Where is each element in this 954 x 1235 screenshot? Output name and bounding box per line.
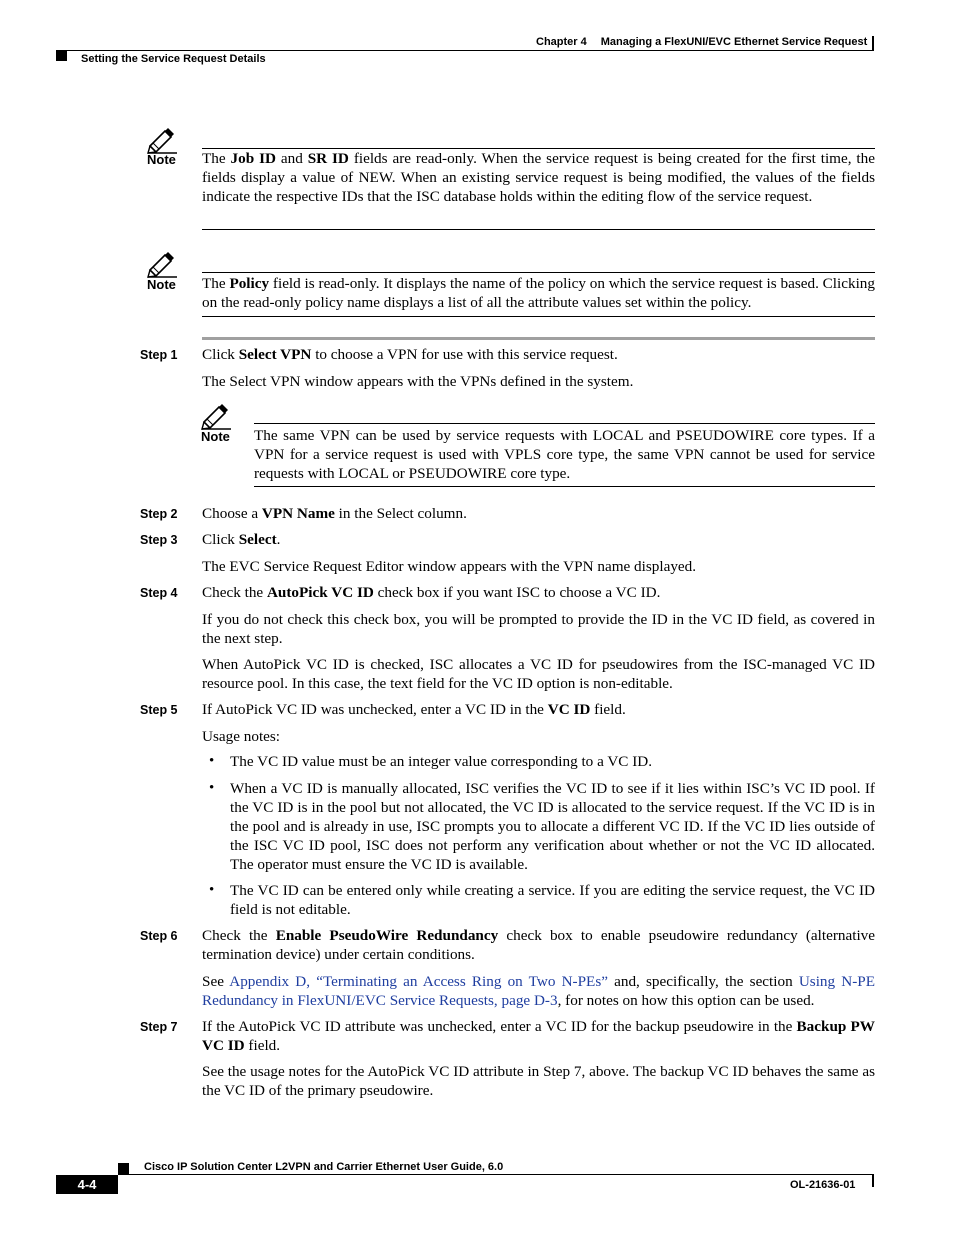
step-text: If AutoPick VC ID was unchecked, enter a VC ID in the VC ID field. — [202, 701, 626, 718]
note-text: The Job ID and SR ID fields are read-only. When the service request is being created for the first time, the fields display a value of NEW. When an existing service request is being modified, the values of the fields indicate the respective IDs that the ISC database holds within the editing flow of the service request. — [202, 150, 875, 205]
step-paragraph: The Select VPN window appears with the VPNs defined in the system. — [202, 373, 634, 390]
step-paragraph: Usage notes: — [202, 728, 281, 745]
footer-rule — [118, 1174, 874, 1175]
step-text: Click Select VPN to choose a VPN for use with this service request. — [202, 346, 618, 363]
procedure-top-rule — [202, 337, 875, 340]
bullet-item: The VC ID value must be an integer value corresponding to a VC ID. — [230, 753, 653, 770]
step-label: Step 7 — [140, 1020, 178, 1034]
bullet-item: When a VC ID is manually allocated, ISC verifies the VC ID to see if it lies within ISC’s VC ID pool. If the VC ID is in the pool but not allocated, the VC ID is allocated to the service request. If the VC ID is in the pool and is already in use, ISC prompts you to allocate a different VC ID. If the VC ID lies outside of the ISC VC ID pool, ISC does not perform any verification about whether or not the VC ID allocated. The operator must ensure the VC ID is available. — [230, 780, 875, 873]
step-text: Check the AutoPick VC ID check box if you want ISC to choose a VC ID. — [202, 584, 661, 601]
note-bottom-rule — [202, 229, 875, 230]
header-bar — [872, 36, 874, 50]
step-label: Step 4 — [140, 586, 178, 600]
step-paragraph: See the usage notes for the AutoPick VC ID attribute in Step 7, above. The backup VC ID behaves the same as the VC ID of the primary pseudowire. — [202, 1063, 875, 1099]
step-label: Step 5 — [140, 703, 178, 717]
step-text: Check the Enable PseudoWire Redundancy check box to enable pseudowire redundancy (alternative termination device) under certain conditions. — [202, 927, 875, 963]
note-text: The same VPN can be used by service requests with LOCAL and PSEUDOWIRE core types. If a VPN for a service request is used with VPLS core type, the same VPN cannot be used for service requests with LOCAL or PSEUDOWIRE core type. — [254, 427, 875, 482]
step-label: Step 1 — [140, 348, 178, 362]
doc-number: OL-21636-01 — [790, 1179, 856, 1191]
header-marker — [56, 50, 67, 61]
note-text: The Policy field is read-only. It displays the name of the policy on which the service request is based. Clicking on the read-only policy name displays a list of all the attribute values set within the policy. — [202, 275, 875, 311]
bullet-item: The VC ID can be entered only while creating a service. If you are editing the service request, the VC ID field is not editable. — [230, 882, 875, 918]
step-paragraph: The EVC Service Request Editor window appears with the VPN name displayed. — [202, 558, 697, 575]
step-label: Step 6 — [140, 929, 178, 943]
chapter-title: Managing a FlexUNI/EVC Ethernet Service Request — [600, 36, 868, 48]
bullet-marker: • — [209, 753, 215, 769]
appendix-link[interactable]: Appendix D, “Terminating an Access Ring on Two N-PEs” — [229, 973, 608, 990]
note-pencil-icon — [147, 248, 177, 278]
chapter-label: Chapter 4 — [536, 36, 587, 48]
step-label: Step 2 — [140, 507, 178, 521]
section-title: Setting the Service Request Details — [81, 53, 266, 65]
note-label: Note — [147, 152, 176, 167]
step-text: Click Select. — [202, 531, 281, 548]
step-label: Step 3 — [140, 533, 178, 547]
note-bottom-rule — [254, 486, 875, 487]
npe-redundancy-link[interactable]: Using N-PE Redundancy in FlexUNI/EVC Service Requests, page D-3 — [202, 973, 876, 1009]
note-pencil-icon — [201, 400, 231, 430]
note-top-rule — [254, 423, 875, 424]
step-text: If the AutoPick VC ID attribute was unchecked, enter a VC ID for the backup pseudowire in the Backup PW VC ID field. — [202, 1018, 875, 1054]
footer-bar — [872, 1175, 874, 1187]
footer-book-title: Cisco IP Solution Center L2VPN and Carrier Ethernet User Guide, 6.0 — [144, 1161, 504, 1173]
step-paragraph: If you do not check this check box, you will be prompted to provide the ID in the VC ID field, as covered in the next step. — [202, 611, 875, 647]
step-paragraph: See Appendix D, “Terminating an Access Ring on Two N-PEs” and, specifically, the section Using N-PE Redundancy in FlexUNI/EVC Service Requests, page D-3, for notes on how this option can be used. — [202, 973, 876, 1009]
note-top-rule — [202, 272, 875, 273]
note-bottom-rule — [202, 316, 875, 317]
bullet-marker: • — [209, 780, 215, 796]
bullet-marker: • — [209, 882, 215, 898]
step-paragraph: When AutoPick VC ID is checked, ISC allocates a VC ID for pseudowires from the ISC-managed VC ID resource pool. In this case, the text field for the VC ID option is non-editable. — [202, 656, 875, 692]
footer-marker — [118, 1163, 129, 1174]
note-label: Note — [147, 277, 176, 292]
note-label: Note — [201, 429, 230, 444]
step-text: Choose a VPN Name in the Select column. — [202, 505, 467, 522]
page-number: 4-4 — [56, 1175, 118, 1194]
